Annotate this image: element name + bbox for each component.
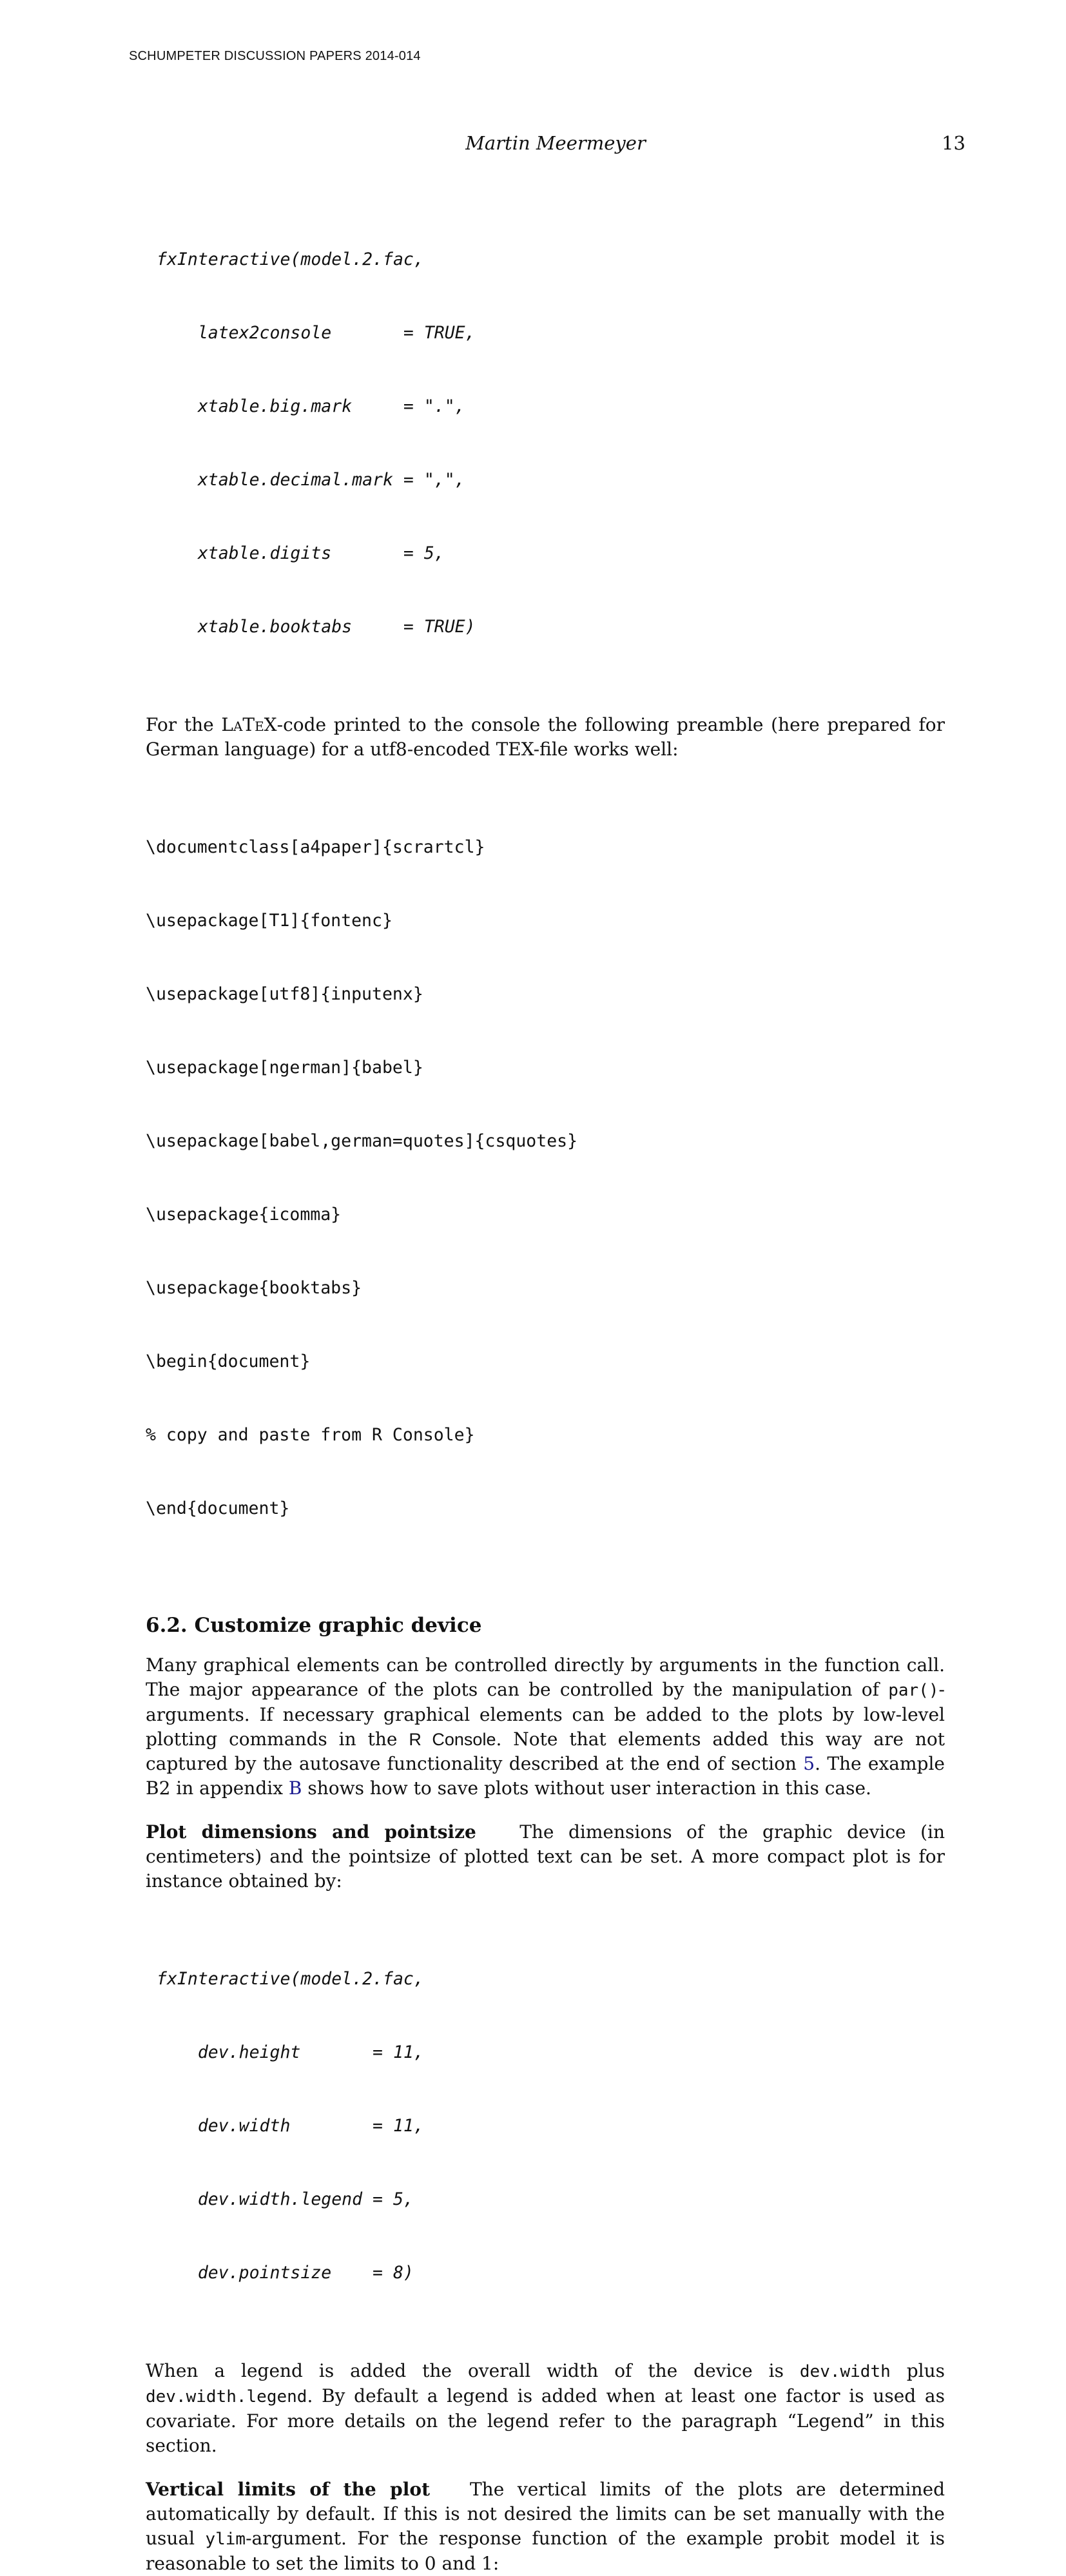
code-line: dev.pointsize = 8) [157,2263,414,2283]
code-line: latex2console = TRUE, [157,323,476,343]
section-heading: 6.2. Customize graphic device [146,1614,482,1637]
code-line: fxInteractive(model.2.fac, [157,1969,424,1989]
code-line: \documentclass[a4paper]{scrartcl} [146,837,485,857]
code-line: \begin{document} [146,1351,311,1371]
code-line: \usepackage[utf8]{inputenx} [146,984,423,1004]
code-line: dev.width = 11, [157,2116,424,2136]
paragraph-graphical-elements: Many graphical elements can be controlled directly by arguments in the function call. The major appearance of the plots can be controlled by the manipulation of par()-arguments. If necessary graphical elements can be added to the plots by low-level plotting commands in the R Console. Note that elements added this way are not captured by the autosave functionality described at the end of section 5. The example B2 in appendix B shows how to save plots without user interaction in this case. [146,1654,945,1799]
paragraph-plot-dimensions: Plot dimensions and pointsize The dimensions of the graphic device (in centimeters) and the pointsize of plotted text can be set. A more compact plot is for instance obtained by: [146,1821,945,1892]
code-line: xtable.digits = 5, [157,543,445,563]
r-console-label: R Console [409,1730,496,1749]
section-ref-link[interactable]: 5 [803,1753,815,1774]
code-line: xtable.decimal.mark = ",", [157,470,465,490]
paragraph-heading: Vertical limits of the plot [146,2479,431,2500]
appendix-ref-link[interactable]: B [288,1777,302,1799]
inline-code-dev-width: dev.width [799,2362,891,2381]
code-line: \usepackage[ngerman]{babel} [146,1058,423,1078]
code-line: \usepackage[babel,german=quotes]{csquotes} [146,1131,578,1151]
code-line: % copy and paste from R Console} [146,1425,475,1445]
code-line: dev.width.legend = 5, [157,2189,414,2209]
paragraph-vertical-limits: Vertical limits of the plot The vertical limits of the plots are determined automatically by default. If this is not desired the limits can be set manually with the usual ylim-argument. For the response function of the example probit model it is reasonable to set the limits to 0 and 1: [146,2479,945,2574]
code-line: xtable.booktabs = TRUE) [157,617,476,637]
code-line: dev.height = 11, [157,2042,424,2062]
inline-code-par: par() [888,1681,939,1700]
page-content [146,199,945,2576]
code-block-preamble [146,786,945,1570]
paragraph-latex-preamble: For the LaTeX-code printed to the console the following preamble (here prepared for German language) for a utf8-encoded TEX-file works well: [146,714,945,760]
paragraph-heading: Plot dimensions and pointsize [146,1821,476,1843]
latex-logo: LaTeX [221,714,277,735]
code-line: \usepackage{icomma} [146,1205,342,1225]
code-line: \end{document} [146,1498,290,1518]
code-line: fxInteractive(model.2.fac, [157,249,424,269]
code-line: \usepackage[T1]{fontenc} [146,911,392,931]
code-block-fxinteractive-latex [157,199,945,688]
inline-code-ylim: ylim [205,2530,246,2549]
code-line: \usepackage{booktabs} [146,1278,362,1298]
series-header: SCHUMPETER DISCUSSION PAPERS 2014-014 [129,49,421,63]
inline-code-dev-width-legend: dev.width.legend [146,2387,307,2407]
author-name: Martin Meermeyer [465,132,646,154]
paragraph-legend-width: When a legend is added the overall width of the device is dev.width plus dev.width.legend. By default a legend is added when at least one factor is used as covariate. For more details on the legend refer to the paragraph “Legend” in this section. [146,2360,945,2456]
code-line: xtable.big.mark = ".", [157,396,465,416]
code-block-fxinteractive-device [157,1918,945,2334]
page-number: 13 [942,132,965,154]
